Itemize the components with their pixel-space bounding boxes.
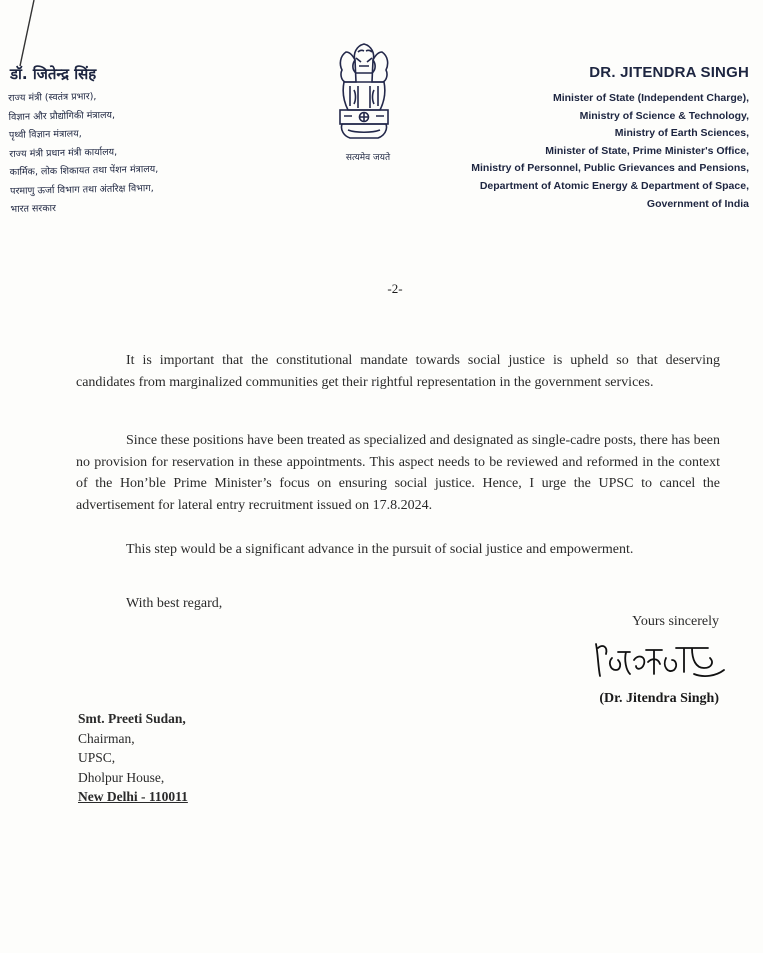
addressee-address-1: Dholpur House, <box>78 769 165 785</box>
addressee-title: Chairman, <box>78 730 135 746</box>
english-designations <box>429 90 749 213</box>
paragraph-1: It is important that the constitutional mandate towards social justice is upheld so that deserving candidates from marginalized communities get their rightful representation in the government services. <box>76 353 720 390</box>
english-line: Minister of State, Prime Minister's Office, <box>545 144 749 157</box>
hindi-line: पृथ्वी विज्ञान मंत्रालय, <box>8 128 82 141</box>
closing-line: Yours sincerely <box>632 614 719 629</box>
addressee-address-2: New Delhi - 110011 <box>78 789 188 805</box>
english-line: Ministry of Personnel, Public Grievances and Pensions, <box>471 162 749 175</box>
english-name: DR. JITENDRA SINGH <box>589 64 749 81</box>
addressee-block <box>78 709 188 807</box>
regards-line: With best regard, <box>126 596 223 611</box>
hindi-line: राज्य मंत्री प्रधान मंत्री कार्यालय, <box>9 146 118 160</box>
emblem-motto: सत्यमेव जयते <box>345 153 391 163</box>
english-line: Ministry of Science & Technology, <box>579 109 749 122</box>
page-edge-line <box>0 0 40 70</box>
english-line: Department of Atomic Energy & Department of Space, <box>479 179 749 192</box>
english-line: Ministry of Earth Sciences, <box>614 127 749 140</box>
english-line: Minister of State (Independent Charge), <box>552 92 749 104</box>
hindi-designations <box>8 85 231 219</box>
signer-name: (Dr. Jitendra Singh) <box>599 691 719 706</box>
hindi-line: विज्ञान और प्रौद्योगिकी मंत्रालय, <box>8 109 116 123</box>
addressee-org: UPSC, <box>78 750 116 766</box>
page-number: -2- <box>387 281 403 296</box>
hindi-name: डॉ. जितेन्द्र सिंह <box>10 65 97 83</box>
addressee-name: Smt. Preeti Sudan, <box>78 711 186 726</box>
hindi-line: कार्मिक, लोक शिकायत तथा पेंशन मंत्रालय, <box>9 163 159 178</box>
hindi-line: परमाणु ऊर्जा विभाग तथा अंतरिक्ष विभाग, <box>10 182 154 197</box>
paragraph-3: This step would be a significant advance in the pursuit of social justice and empowerment. <box>126 542 634 557</box>
english-line: Government of India <box>646 197 749 210</box>
handwritten-signature <box>588 636 728 684</box>
national-emblem-icon <box>326 40 402 152</box>
paragraph-2: Since these positions have been treated as specialized and designated as single-cadre posts, there has been no provision for reservation in these appointments. This aspect needs to be reviewed and reformed in the context of the Hon’ble Prime Minister’s focus on ensuring social justice. Hence, I urge the UPSC to cancel the advertisement for lateral entry recruitment issued on 17.8.2024. <box>76 433 720 513</box>
hindi-line: राज्य मंत्री (स्वतंत्र प्रभार), <box>8 91 97 104</box>
hindi-line: भारत सरकार <box>10 203 57 215</box>
